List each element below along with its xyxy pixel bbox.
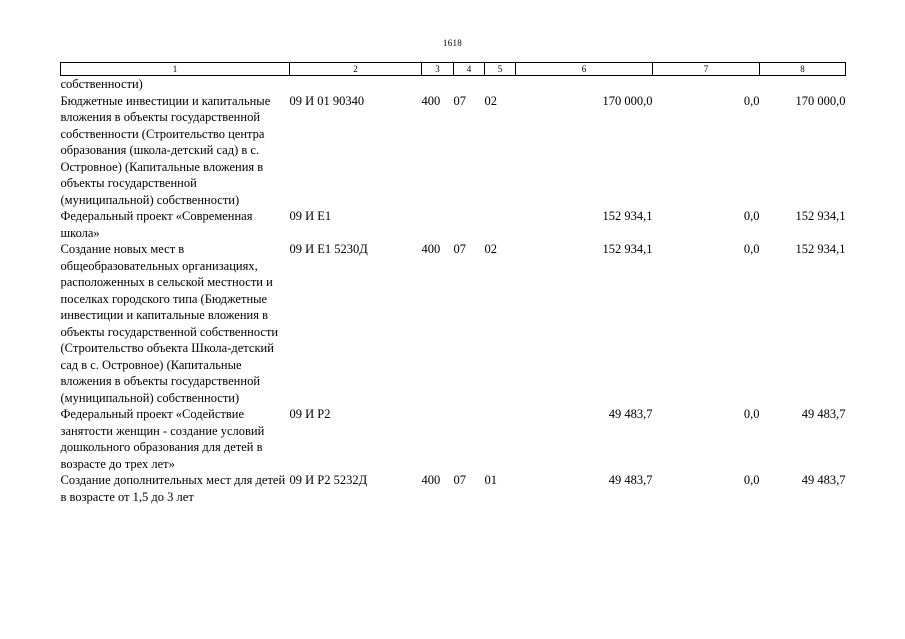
row-c3: 400 <box>421 93 441 108</box>
row-c5: 02 <box>484 93 497 108</box>
row-name: Создание новых мест в общеобразовательных организациях, расположенных в сельской местности и поселках городского типа (Бюджетные инвестиции и капитальные вложения в объекты государственной собственности (Строительство объекта Школа-детский сад в с. Островное) (Капитальные вложения в объекты государственной (муниципальной) собственности) <box>60 242 279 405</box>
table-row <box>61 406 846 472</box>
row-c4: 07 <box>453 473 466 487</box>
row-c3 <box>422 406 454 472</box>
row-c6: 152 934,1 <box>602 209 653 223</box>
row-name: Федеральный проект «Содействие занятости женщин - создание условий дошкольного образования для детей в возрасте до трех лет» <box>60 407 265 471</box>
table-row <box>61 76 846 93</box>
row-name: Создание дополнительных мест для детей в возрасте от 1,5 до 3 лет <box>60 473 286 504</box>
column-number-header <box>61 63 846 76</box>
row-c3: 400 <box>421 473 441 487</box>
row-c4 <box>454 76 485 93</box>
column-header-2: 2 <box>290 63 422 76</box>
row-c3 <box>422 208 454 241</box>
column-header-7: 7 <box>653 63 760 76</box>
row-c8 <box>760 76 846 93</box>
row-c5 <box>485 76 516 93</box>
table-row <box>61 472 846 505</box>
row-c8: 49 483,7 <box>801 407 846 421</box>
column-header-3: 3 <box>422 63 454 76</box>
table-row <box>61 93 846 209</box>
row-c3 <box>422 76 454 93</box>
page-number: 1618 <box>442 38 463 48</box>
row-c6 <box>516 76 653 93</box>
row-c5 <box>485 406 516 472</box>
row-name: собственности) <box>60 77 143 91</box>
row-code: 09 И 01 90340 <box>289 93 365 108</box>
row-name: Федеральный проект «Современная школа» <box>60 209 253 240</box>
row-c5 <box>485 208 516 241</box>
row-code: 09 И Р2 5232Д <box>289 473 368 487</box>
row-c6: 170 000,0 <box>602 93 653 108</box>
row-code: 09 И Е1 <box>289 209 332 223</box>
row-c5: 01 <box>484 473 497 487</box>
row-c7: 0,0 <box>743 407 760 421</box>
table-row <box>61 241 846 406</box>
row-c8: 49 483,7 <box>801 473 846 487</box>
row-c5: 02 <box>484 242 497 256</box>
row-c7: 0,0 <box>743 209 760 223</box>
column-header-8: 8 <box>760 63 846 76</box>
row-c4: 07 <box>453 242 466 256</box>
row-code <box>290 76 422 93</box>
row-c3: 400 <box>421 242 441 256</box>
row-code: 09 И Е1 5230Д <box>289 242 368 256</box>
row-name: Бюджетные инвестиции и капитальные вложения в объекты государственной собственности (Строительство центра образования (школа-детский сад) в с. Островное) (Капитальные вложения в объекты государственной (муниципальной) собственности) <box>60 93 271 207</box>
row-c4 <box>454 406 485 472</box>
table-row <box>61 208 846 241</box>
row-c6: 152 934,1 <box>602 242 653 256</box>
row-c7: 0,0 <box>743 93 760 108</box>
row-c8: 170 000,0 <box>795 93 846 108</box>
row-c7: 0,0 <box>743 473 760 487</box>
row-c4 <box>454 208 485 241</box>
row-c8: 152 934,1 <box>795 242 846 256</box>
budget-table <box>60 62 846 505</box>
column-header-5: 5 <box>485 63 516 76</box>
column-header-6: 6 <box>516 63 653 76</box>
row-c6: 49 483,7 <box>608 407 653 421</box>
row-c7: 0,0 <box>743 242 760 256</box>
row-c7 <box>653 76 760 93</box>
column-header-1: 1 <box>61 63 290 76</box>
row-c8: 152 934,1 <box>795 209 846 223</box>
row-code: 09 И Р2 <box>289 407 331 421</box>
column-header-4: 4 <box>454 63 485 76</box>
row-c6: 49 483,7 <box>608 473 653 487</box>
row-c4: 07 <box>453 93 466 108</box>
